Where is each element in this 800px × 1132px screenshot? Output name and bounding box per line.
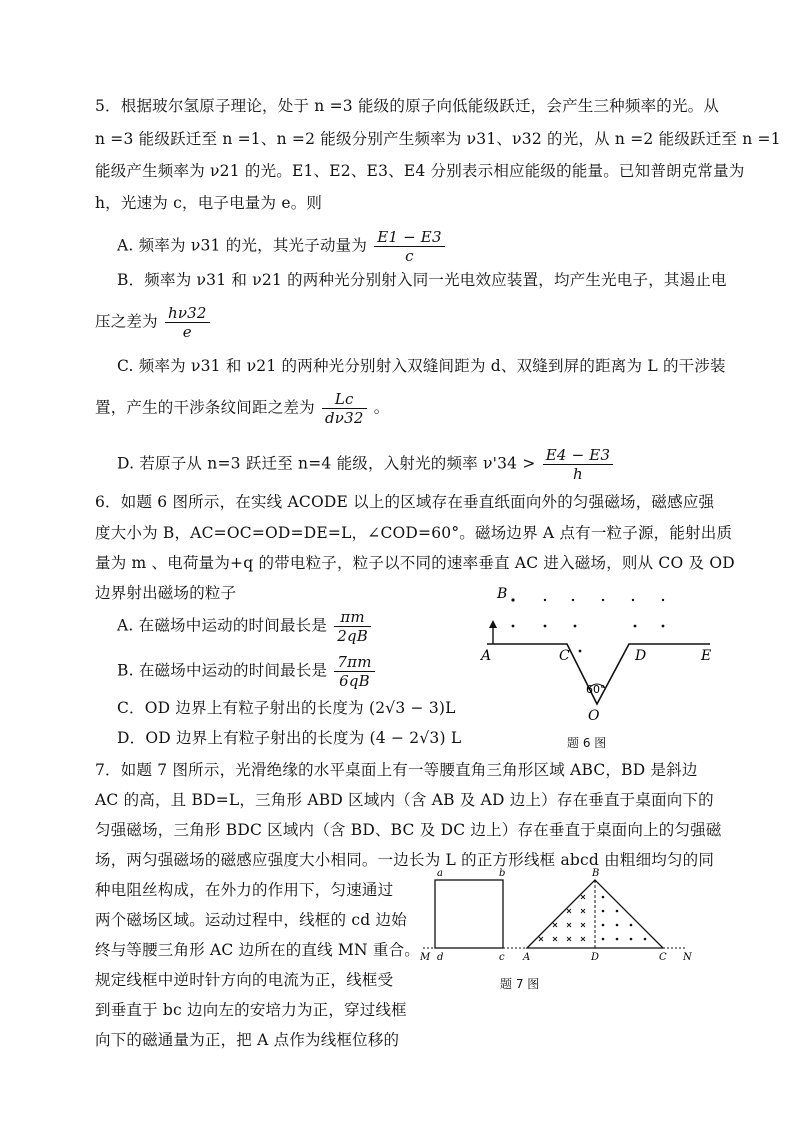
figure-7-label-n: N	[683, 952, 692, 963]
q5-line-3: 能级产生频率为 ν21 的光。E1、E2、E3、E4 分别表示相应能级的能量。已知普朗克常量为	[95, 162, 745, 180]
figure-7-field-crosses	[539, 895, 585, 941]
q5-option-c-denominator: dν32	[324, 409, 364, 427]
figure-6-label-e: E	[701, 648, 712, 664]
q5-option-c-end: 。	[373, 398, 390, 417]
q6-option-c: C．OD 边界上有粒子射出的长度为 (2√3 − 3)L	[117, 699, 456, 717]
q5-option-c-text: 置，产生的干涉条纹间距之差为	[95, 398, 315, 417]
q5-option-d-fraction	[543, 446, 614, 483]
q5-option-d	[117, 446, 615, 483]
q5-option-a-numerator: E1 − E3	[374, 228, 445, 247]
q5-option-d-numerator: E4 − E3	[543, 446, 614, 465]
q5-option-b-line-2	[95, 304, 212, 341]
q7-line-3: 匀强磁场，三角形 BDC 区域内（含 BD、BC 及 DC 边上）存在垂直于桌面向上的匀强磁	[95, 821, 722, 839]
q5-option-a	[117, 228, 447, 265]
q6-line-3: 量为 m 、电荷量为+q 的带电粒子，粒子以不同的速率垂直 AC 进入磁场，则从 CO 及 OD	[95, 554, 735, 572]
q7-line-10: 向下的磁通量为正，把 A 点作为线框位移的	[95, 1031, 400, 1049]
figure-6-label-c: C	[559, 648, 570, 664]
figure-7-label-d-upper: D	[591, 952, 600, 963]
q5-option-a-text: A. 频率为 ν31 的光，其光子动量为	[117, 236, 368, 255]
q6-option-a-fraction	[334, 608, 371, 645]
figure-7-label-a-upper: A	[523, 952, 531, 963]
q6-option-b-text: B. 在磁场中运动的时间最长是	[117, 661, 328, 680]
q5-option-a-fraction	[374, 228, 445, 265]
q6-option-b-denominator: 6qB	[339, 672, 370, 690]
q6-option-d: D．OD 边界上有粒子射出的长度为 (4 − 2√3) L	[117, 729, 462, 747]
q6-option-a	[117, 608, 373, 645]
figure-7-caption: 题 7 图	[500, 977, 540, 991]
q5-option-b-denominator: e	[182, 323, 192, 341]
figure-7-label-b-lower: b	[499, 868, 506, 879]
q5-option-c-line-1: C. 频率为 ν31 和 ν21 的两种光分别射入双缝间距为 d、双缝到屏的距离为 L 的干涉装	[117, 357, 726, 375]
q6-option-a-numerator: πm	[334, 608, 371, 627]
figure-7-diagram	[415, 865, 705, 975]
q6-option-b	[117, 653, 377, 690]
q5-option-b-numerator: hν32	[165, 304, 210, 323]
figure-7-label-m: M	[420, 952, 431, 963]
q7-line-9: 到垂直于 bc 边向左的安培力为正，穿过线框	[95, 1001, 407, 1019]
q5-option-c-fraction	[322, 390, 367, 427]
q7-line-8: 规定线框中逆时针方向的电流为正，线框受	[95, 971, 394, 989]
q7-line-7: 终与等腰三角形 AC 边所在的直线 MN 重合。	[95, 941, 420, 959]
q5-option-d-denominator: h	[573, 465, 583, 483]
figure-6-label-a: A	[481, 648, 492, 664]
figure-7-label-d-lower: d	[437, 952, 444, 963]
q5-option-c-numerator: Lc	[322, 390, 367, 409]
q6-option-b-numerator: 7πm	[334, 653, 374, 672]
q7-line-4: 场，两匀强磁场的磁感应强度大小相同。一边长为 L 的正方形线框 abcd 由粗细均匀的同	[95, 851, 715, 869]
q5-option-b-fraction	[165, 304, 210, 341]
figure-7-field-dots	[602, 896, 647, 941]
q6-option-a-text: A. 在磁场中运动的时间最长是	[117, 616, 328, 635]
figure-6-caption: 题 6 图	[567, 736, 607, 750]
q7-line-2: AC 的高，且 BD=L，三角形 ABD 区域内（含 AB 及 AD 边上）存在垂直于桌面向下的	[95, 791, 714, 809]
q5-line-4: h，光速为 c，电子电量为 e。则	[95, 194, 323, 212]
q5-option-a-denominator: c	[405, 247, 414, 265]
figure-7-label-c-upper: C	[659, 952, 667, 963]
q5-option-c-line-2	[95, 390, 389, 427]
figure-6-label-angle: 60°	[586, 683, 606, 696]
q7-line-5: 种电阻丝构成，在外力的作用下，匀速通过	[95, 881, 394, 899]
q6-line-2: 度大小为 B，AC=OC=OD=DE=L，∠COD=60°。磁场边界 A 点有一粒子源，能射出质	[95, 524, 733, 542]
figure-6-diagram	[475, 580, 725, 755]
figure-6-label-b: B	[497, 586, 508, 602]
q5-option-b-text: 压之差为	[95, 312, 158, 331]
q6-line-1: 6．如题 6 图所示，在实线 ACODE 以上的区域存在垂直纸面向外的匀强磁场，磁感应强	[95, 493, 715, 511]
q7-line-6: 两个磁场区域。运动过程中，线框的 cd 边始	[95, 911, 407, 929]
q5-option-b-line-1: B．频率为 ν31 和 ν21 的两种光分别射入同一光电效应装置，均产生光电子，其遏止电	[117, 271, 727, 289]
q5-line-2: n =3 能级跃迁至 n =1、n =2 能级分别产生频率为 ν31、ν32 的光，从 n =2 能级跃迁至 n =1	[95, 130, 781, 148]
q6-option-b-fraction	[334, 653, 374, 690]
figure-6-label-d: D	[635, 648, 647, 664]
figure-7-square-frame	[435, 880, 503, 948]
figure-7-label-c-lower: c	[499, 952, 505, 963]
q6-option-a-denominator: 2qB	[337, 627, 368, 645]
figure-7-label-a-lower: a	[437, 868, 443, 879]
figure-6-label-o: O	[588, 708, 600, 724]
q5-line-1: 5．根据玻尔氢原子理论，处于 n =3 能级的原子向低能级跃迁，会产生三种频率的光。从	[95, 97, 720, 115]
q7-line-1: 7．如题 7 图所示，光滑绝缘的水平桌面上有一等腰直角三角形区域 ABC，BD 是斜边	[95, 761, 698, 779]
q6-line-4: 边界射出磁场的粒子	[95, 584, 237, 602]
figure-7-label-b-upper: B	[592, 868, 600, 879]
q5-option-d-text: D. 若原子从 n=3 跃迁至 n=4 能级，入射光的频率 ν'34 >	[117, 454, 536, 473]
